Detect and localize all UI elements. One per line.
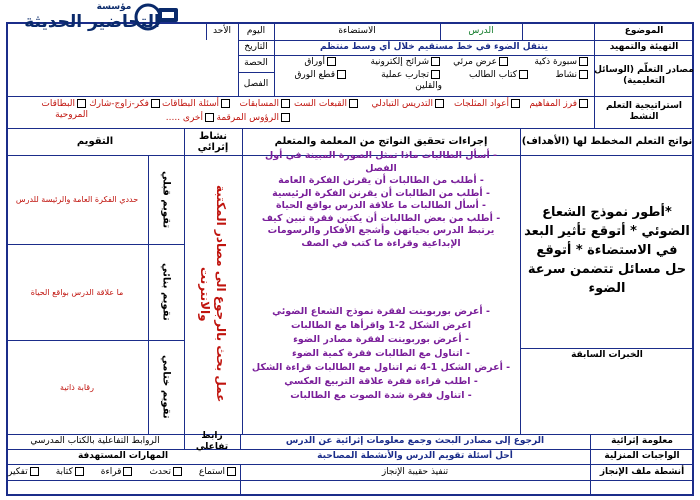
day-value: الأحد [213,25,231,36]
evaluation-header: التقويم [76,136,114,147]
procedure-step: - أطلب من الطالبات أن يقرنن الفكرة الرئيسية [272,187,490,199]
procedures-part-1 [248,150,514,285]
info-label: معلومة إثرائية [611,436,673,446]
prior-knowledge-label: الخبرات السابقة [571,349,643,360]
eval-summative-text: رقابة ذاتية [60,382,94,392]
strategy-think-pair-share[interactable]: فكر-زاوج-شارك [89,99,162,110]
skills-label: المهارات المستهدفة [77,451,169,461]
procedure-step: - أسأل الطالبات ما علاقة الدرس بواقع الحياة [276,200,486,211]
procedure-step: - أسأل الطالبات ماذا تمثل الصورة المبينة في أول الفصل [265,150,497,174]
strategy-other[interactable]: أخرى ..... [166,113,216,124]
procedures-part-2 [248,305,514,420]
strategies-label: استراتيجية التعلم النشط [605,101,683,122]
eval-stage-summative: تقويم ختامي [160,355,172,419]
procedure-step: اعرض الشكل 2-1 واقرأها مع الطالبات [291,320,471,331]
intro-text: ينتقل الضوء في خط مستقيم خلال أي وسط منتظم [320,42,548,52]
strategy-card-questions[interactable]: أسئلة البطاقات [162,99,232,110]
procedure-step: - أعرض بوربوينت لفقرة نموذج الشعاع الضوئي [272,306,490,317]
outcomes-header: نواتج التعلم المخطط لها (الأهداف) [521,136,693,147]
procedure-step: - اتناول فقرة شدة الصوت مع الطالبات [290,390,472,401]
resource-textbook[interactable]: كتاب الطالب [469,70,530,81]
skill-speaking[interactable]: تحدث [149,467,184,478]
strategy-six-hats[interactable]: القبعات الست [294,99,360,110]
resource-paper-pieces[interactable]: قطع الورق [294,70,348,81]
strategy-sticks[interactable]: أعواد المثلجات [454,99,522,110]
procedure-step: - اتناول مع الطالبات فقرة كمية الضوء [292,348,470,359]
info-text: الرجوع إلى مصادر البحث وجمع معلومات إثرائية عن الدرس [285,436,545,446]
skill-listening[interactable]: استماع [199,467,238,478]
procedure-step: - أطلب من بعض الطالبات أن يكتبن فقرة تبين كيف يرتبط الدرس بحياتهن وأشجع الأفكار والرسومات الإبداعية وقراءة ما كتب في الصف [261,212,501,249]
strategy-competitions[interactable]: المسابقات [240,99,293,110]
portfolio-text: تنفيذ حقيبة الإنجاز [381,466,449,477]
enrichment-cell [186,158,240,430]
skill-reading[interactable]: قراءة [101,467,135,478]
logo-subtitle: مؤسسة [96,2,132,12]
eval-formative-text: ما علاقة الدرس بواقع الحياة [30,287,124,297]
date-label: التاريخ [244,42,268,52]
enrichment-header: نشاط إثرائي [197,130,229,153]
enrichment-text: عمل بحث بالرجوع الى مصادر المكتبة والانترنت [198,185,228,403]
resources-list [278,56,592,96]
eval-stage-formative: تقويم بنائي [160,263,172,321]
resource-slides[interactable]: شرائح إلكترونية [371,57,442,68]
topic-label: الموضوع [624,25,664,36]
eval-stage-pre: تقويم قبلي [160,170,172,229]
homework-text: أحل أسئلة تقويم الدرس والأنشطة المصاحبة [317,451,513,461]
resource-smartboard[interactable]: سبورة ذكية [534,57,590,68]
logo-title: التحاضير الحديثة [24,12,160,32]
period-label: الحصة [244,58,268,68]
eval-pre-text: حددي الفكرة العامة والرئيسة للدرس [15,195,139,204]
interactive-link-label: رابط تفاعلي [195,430,229,452]
portfolio-label: أنشطة ملف الإنجاز [599,466,685,477]
strategy-numbered-heads[interactable]: الرؤوس المرقمة [217,113,293,124]
intro-label: التهيئة والتمهيد [609,42,679,52]
skills-list [8,465,238,479]
strategies-list [8,98,592,128]
interactive-link-text[interactable]: الروابط التفاعلية بالكتاب المدرسي [30,436,160,446]
resource-experiments[interactable]: تجارب عملية والقلين [381,70,442,91]
skill-writing[interactable]: كتابة [56,467,86,478]
procedure-step: - أعرض الشكل 1-4 ثم اتناول مع الطالبات قراءة الشكل [251,362,511,373]
strategy-title: الاستضاءة [338,25,376,36]
procedures-header: إجراءات تحقيق النواتج من المعلمة والمتعلم [274,136,488,147]
resource-video[interactable]: عرض مرئي [453,57,510,68]
strategy-reciprocal[interactable]: التدريس التبادلي [371,99,446,110]
logo [4,0,184,40]
resource-activity[interactable]: نشاط [555,70,590,81]
strategy-sort-concepts[interactable]: فرز المفاهيم [529,99,590,110]
strategy-fan-cards[interactable]: البطاقات المروحية [41,99,88,120]
procedure-step: - أطلب من الطالبات أن يقرنن الفكرة العامة [278,175,484,186]
day-label: اليوم [246,25,266,36]
procedure-step: - اطلب قراءة فقرة علاقة التربيع العكسي [284,376,478,387]
skill-thinking[interactable]: تفكير [8,467,41,478]
resource-papers[interactable]: أوراق [304,57,338,68]
lesson-label: الدرس [468,25,494,36]
resources-label: مصادر التعلّم (الوسائل التعليمية) [594,64,694,86]
homework-label: الواجبات المنزلية [604,451,680,461]
class-label: الفصل [243,78,269,89]
procedure-step: - أعرض بوربوينت لفقرة مصادر الضوء [293,334,469,345]
learning-outcomes: *أطور نموذج الشعاع الضوئي * أتوقع تأثير البعد في الاستضاءة * أتوقع حل مسائل تتضمن سرعة الضوء [524,204,690,296]
